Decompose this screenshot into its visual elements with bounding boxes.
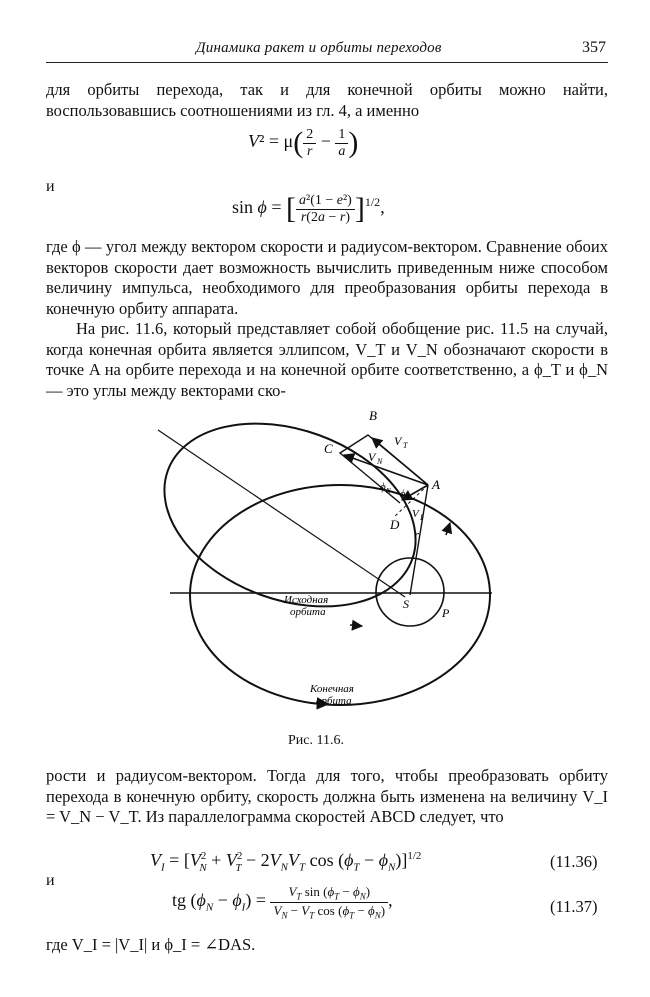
label-vt: V [394,434,402,448]
label-final-orbit-1: Конечная [310,683,354,695]
equation-11-36: $V_I = [V^2_N + V^2_T - 2V_NV_T$ $\cos (\phi_T - \phi_N)]^{1/2}$ [150,850,422,874]
equation-number-11-36: (11.36) [550,852,598,871]
label-d: D [390,517,400,532]
label-vi: V [412,508,419,520]
equation-number-11-37: (11.37) [550,897,598,916]
label-phi-t: ϕ [400,489,406,500]
label-s: S [403,597,409,611]
label-vn: V [368,450,376,464]
label-phi-n-sub: N [386,487,391,495]
page-header [46,38,608,63]
running-title: Динамика ракет и орбиты переходов [196,40,442,56]
label-initial-orbit-2: орбита [290,606,326,618]
final-line: где V_I = |V_I| и ϕ_I = ∠DAS. [46,935,256,954]
label-vn-sub: N [377,457,383,466]
paragraph-2: где ϕ — угол между вектором скорости и радиусом-вектором. Сравнение обоих векторов скорости дает возможность вычислить приведенным ниже способом величину импульса, необходимого для преобразования орбиты перехода в конечную орбиту аппарата. [46,237,608,318]
figure-caption: Рис. 11.6. [288,733,344,748]
label-vi-sub: I [420,513,423,522]
paragraph-4: рости и радиусом-вектором. Тогда для того, чтобы преобразовать орбиту перехода в конечную орбиту, скорость должна быть изменена на величину V_I = V_N − V_T. Из параллелограмма скоростей ABCD следует, что [46,766,608,826]
label-phi-n: ϕ [380,481,386,493]
transfer-direction-arrow [446,523,450,535]
conjunction-and-1: и [46,178,55,195]
paragraph-3: На рис. 11.6, который представляет собой обобщение рис. 11.5 на случай, когда конечная орбита является эллипсом, V_T и V_N обозначают скорости в точке A на орбите перехода и на конечной орбите соответственно, а ϕ_T и ϕ_N — это углы между векторами ско- [46,319,608,400]
equation-sin-phi: sin ϕ = [ $\frac{\text{a²(1 − e²)}}{r(2a - r)}$ ]$^{1/2}$, [232,192,385,225]
label-b: B [369,408,377,423]
equation-11-37: tg $(\phi_N - \phi_I)$ = $\frac{V_T \sin (\phi_T - \phi_N)}{V_N - V_T \cos (\phi_T - \phi_N)}$ , [172,884,393,921]
label-initial-orbit-1: Исходная [284,594,329,606]
figure-11-6 [150,405,500,725]
label-vt-sub: T [403,441,408,450]
label-a: A [432,477,440,492]
paragraph-1: для орбиты перехода, так и для конечной орбиты можно найти, воспользовавшись соотношениями из гл. 4, а именно [46,80,608,120]
label-p: P [442,606,450,620]
vector-vn [344,455,428,485]
label-c: C [324,441,333,456]
label-r: r [414,527,420,542]
final-orbit-ellipse [190,485,490,705]
conjunction-and-2: и [46,872,55,889]
label-final-orbit-2: орбита [316,695,352,707]
initial-direction-arrow [350,625,362,626]
equation-energy: V² = μ( $\frac{2}{r}$ − $\frac{1}{a}$ ) [248,126,359,159]
page-number: 357 [582,39,606,56]
label-phi-t-sub: T [406,494,410,502]
